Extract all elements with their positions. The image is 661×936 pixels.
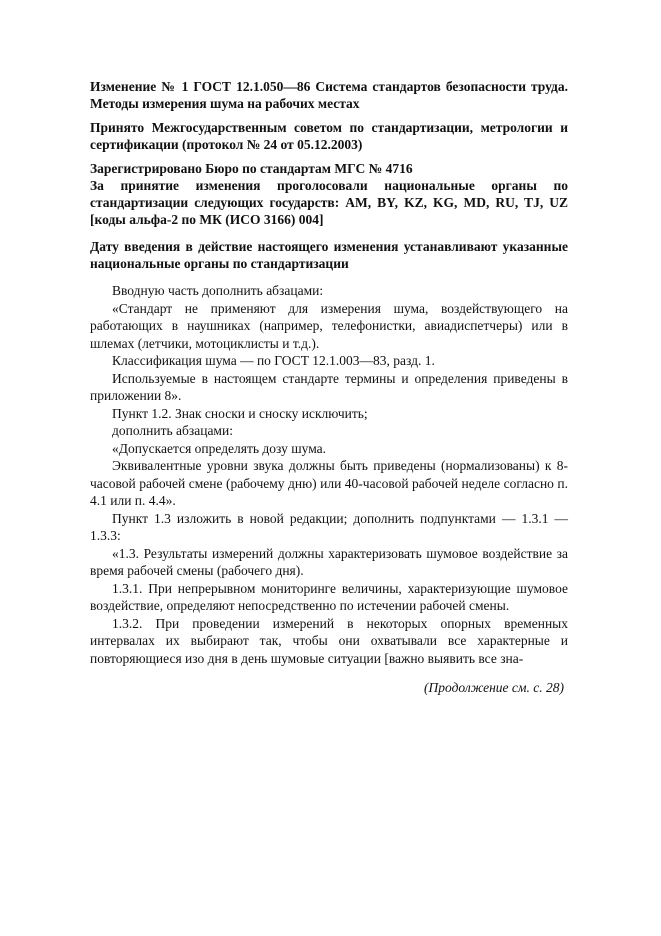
paragraph: дополнить абзацами: bbox=[112, 423, 233, 438]
paragraph: Пункт 1.2. Знак сноски и сноску исключить; bbox=[112, 405, 368, 421]
paragraph: 1.3.1. При непрерывном мониторинге величины, характеризующие шумовое воздействие, определяют непосредственно по истечении рабочей смены. bbox=[90, 580, 568, 613]
paragraph: «1.3. Результаты измерений должны характеризовать шумовое воздействие за время рабочей смены (рабочего дня). bbox=[90, 545, 568, 578]
paragraph: 1.3.2. При проведении измерений в некоторых опорных временных интервалах их выбирают так, чтобы они охватывали все характерные и повторяющиеся изо дня в день шумовые ситуации [важно выявить все зна- bbox=[90, 615, 568, 666]
voting-states: За принятие изменения проголосовали национальные органы по стандартизации следующих государств: AM, BY, KZ, KG, MD, RU, TJ, UZ [коды альфа-2 по МК (ИСО 3166) 004] bbox=[90, 178, 568, 227]
paragraph: Вводную часть дополнить абзацами: bbox=[112, 283, 324, 298]
amendment-title: Изменение № 1 ГОСТ 12.1.050—86 Система стандартов безопасности труда. Методы измерения шума на рабочих местах bbox=[90, 79, 568, 111]
paragraph: Пункт 1.3 изложить в новой редакции; дополнить подпунктами — 1.3.1 —1.3.3: bbox=[90, 510, 568, 543]
continuation-note: (Продолжение см. с. 28) bbox=[424, 680, 564, 695]
paragraph: «Стандарт не применяют для измерения шума, воздействующего на работающих в наушниках (например, телефонистки, авиадиспетчеры) или в шлемах (летчики, мотоциклисты и т.д.). bbox=[90, 300, 568, 351]
paragraph: Классификация шума — по ГОСТ 12.1.003—83, разд. 1. bbox=[112, 353, 435, 368]
paragraph: Эквивалентные уровни звука должны быть приведены (нормализованы) к 8-часовой рабочей смене (рабочему дню) или 40-часовой рабочей неделе согласно п. 4.1 или п. 4.4». bbox=[90, 458, 568, 508]
document-page bbox=[90, 78, 568, 696]
effective-date-note: Дату введения в действие настоящего изменения устанавливают указанные национальные органы по стандартизации bbox=[90, 239, 568, 271]
paragraph: «Допускается определять дозу шума. bbox=[112, 440, 327, 456]
registration: Зарегистрировано Бюро по стандартам МГС № 4716 bbox=[90, 161, 413, 176]
adopted-by: Принято Межгосударственным советом по стандартизации, метрологии и сертификации (протокол № 24 от 05.12.2003) bbox=[90, 120, 568, 152]
paragraph: Используемые в настоящем стандарте термины и определения приведены в приложении 8». bbox=[90, 370, 568, 403]
